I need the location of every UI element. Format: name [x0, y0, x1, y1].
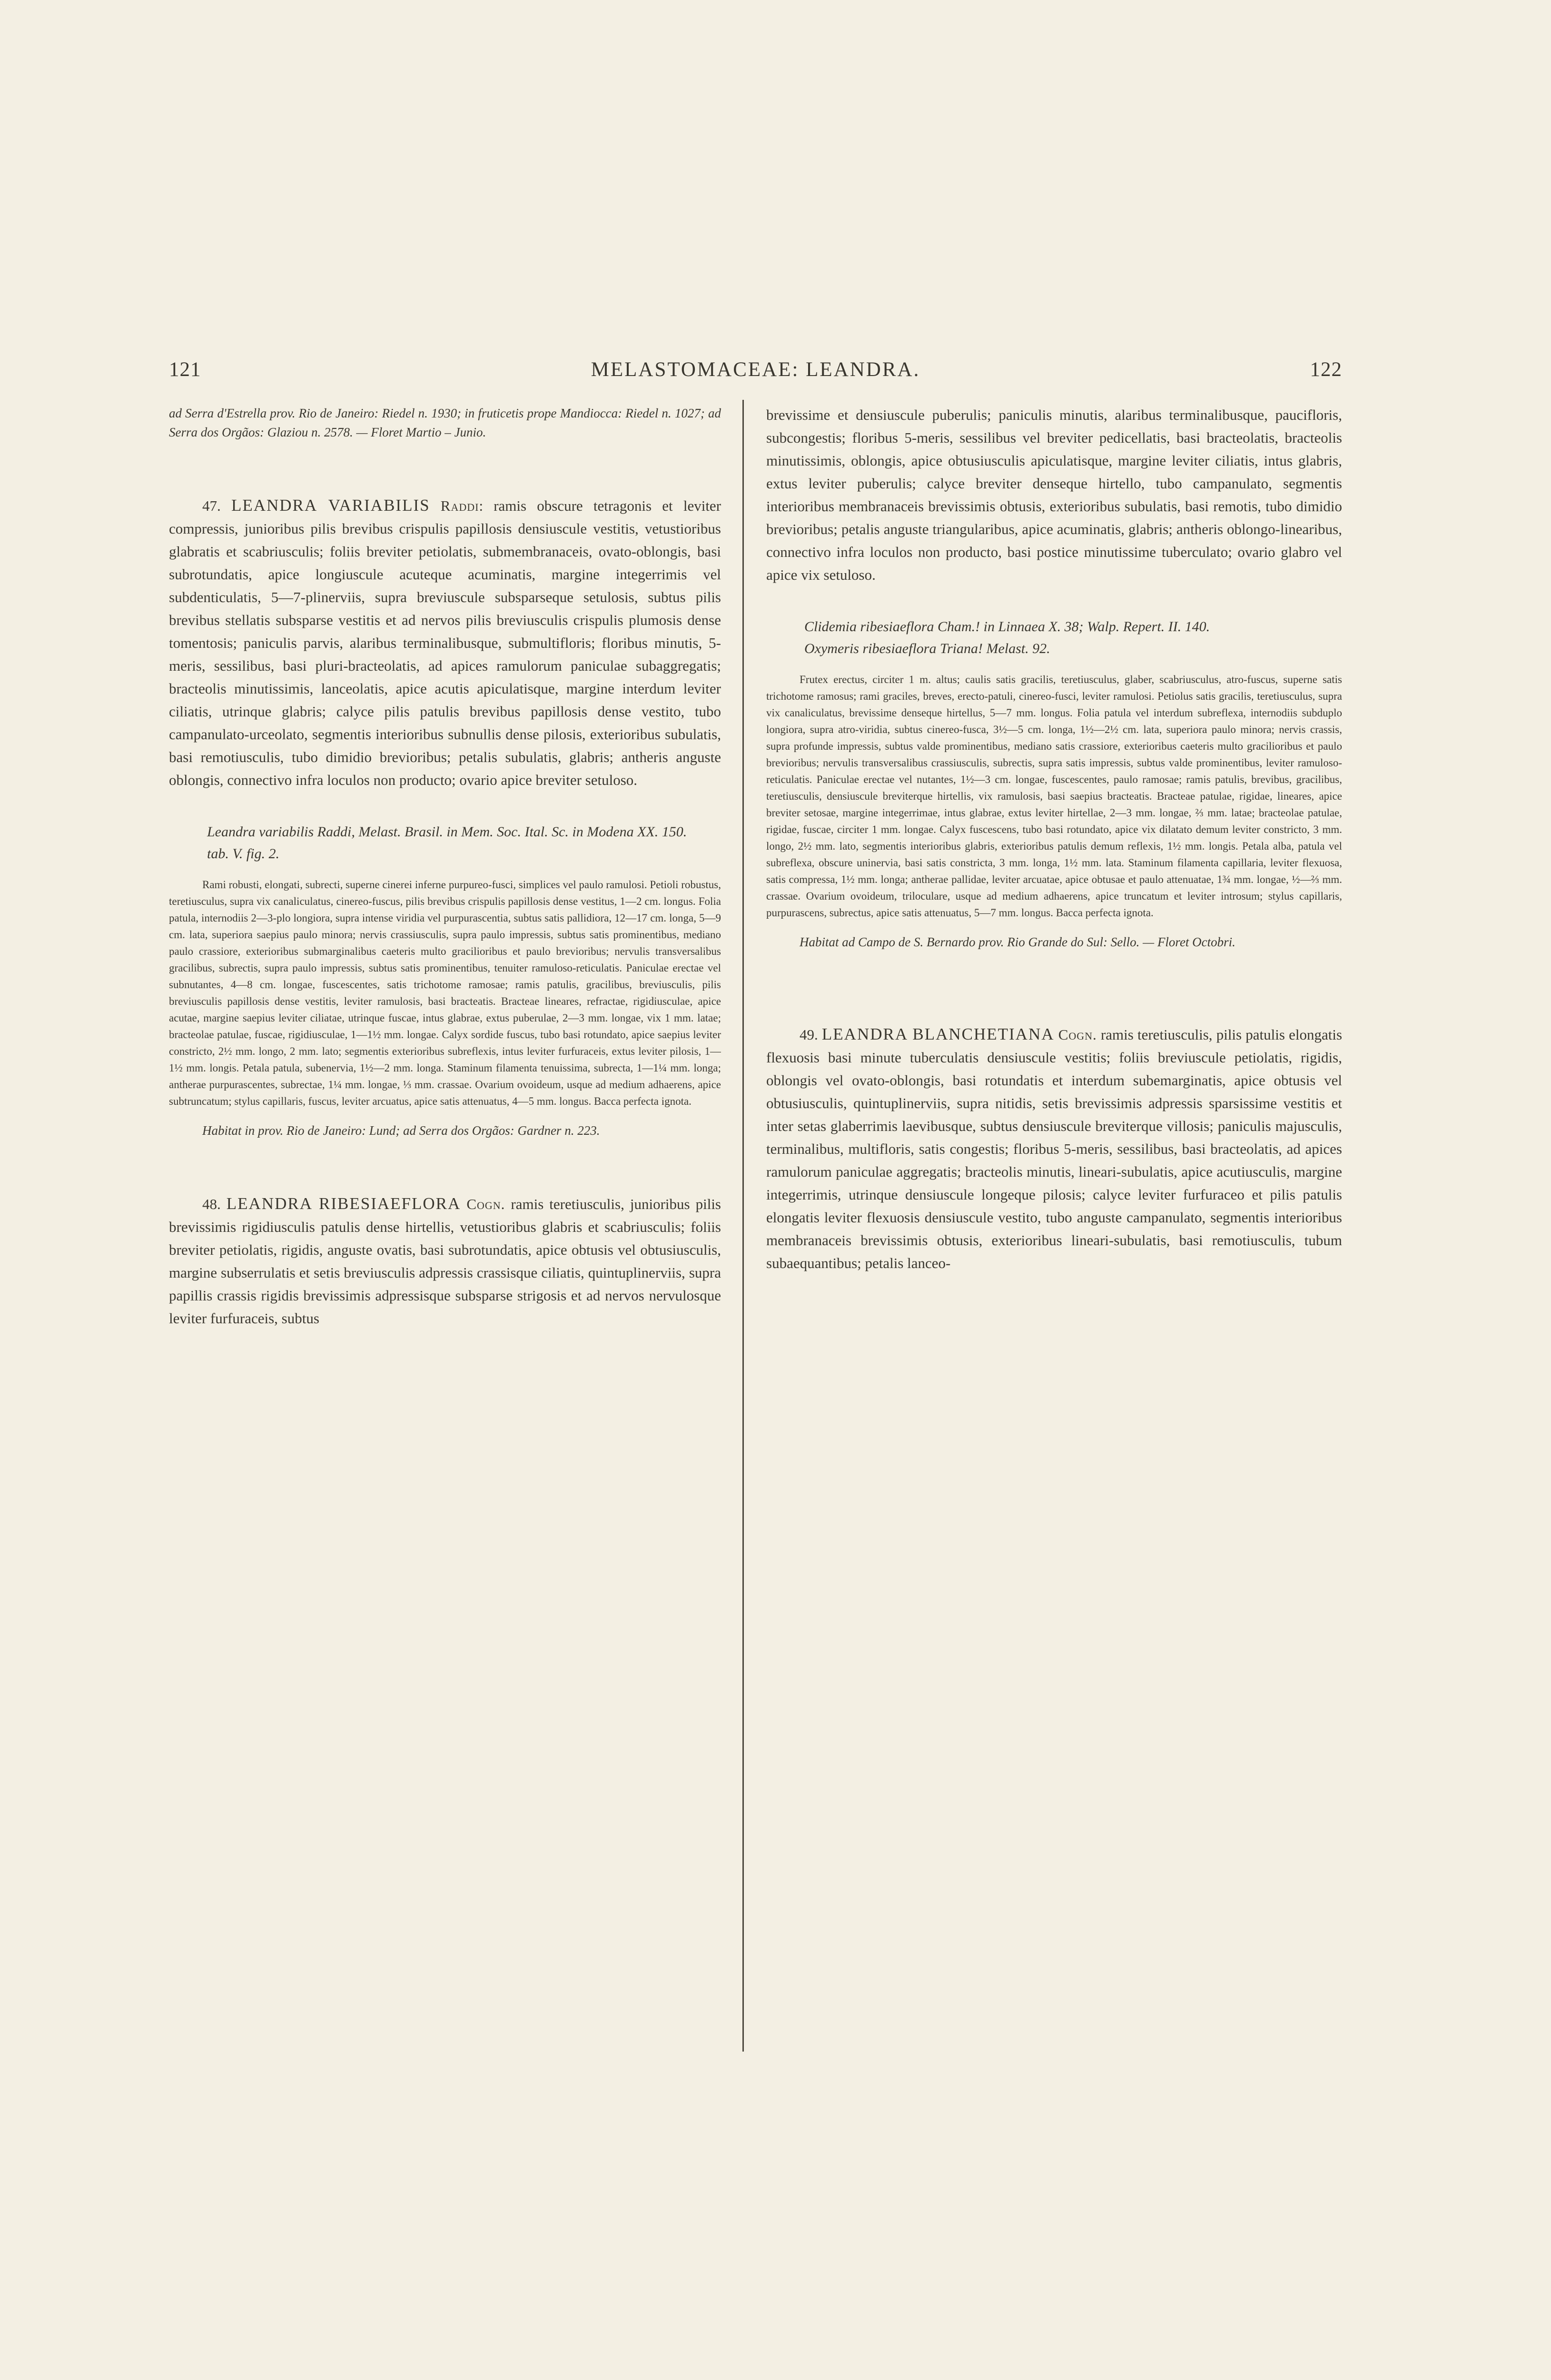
species-47-diagnosis-text: : ramis obscure tetragonis et leviter compressis, junioribus pilis brevibus crispulis papillosis densiuscule vestitis, vetustioribus glabratis et scabriusculis; foliis breviter petiolatis, submembranaceis, ovato-oblongis, basi subrotundatis, apice longiuscule acuteque acuminatis, margine integerrimis vel subdenticulatis, 5—7-plinerviis, supra breviuscule subsparseque setulosis, subtus pilis brevibus stellatis subsparse vestitis et ad nervos pilis breviusculis crispulis plumosis dense tomentosis; paniculis parvis, alaribus terminalibusque, submultifloris; floribus minutis, 5-meris, sessilibus, basi pluri-bracteolatis, ad apices ramulorum paniculae subaggregatis; bracteolis minutissimis, lanceolatis, apice acutis apiculatisque, margine interdum leviter ciliatis, utrinque glabris; calyce pilis patulis brevibus papillosis dense vestito, tubo campanulato-urceolato, segmentis interioribus subnullis dense pilosis, exterioribus subulatis, basi remotiusculis, tubo dimidio brevioribus; petalis subulatis, glabris; antheris anguste oblongis, connectivo infra loculos non producto; ovario apice breviter setuloso. [169, 497, 721, 788]
species-48-number: 48. [202, 1196, 221, 1212]
species-48-habitat: Habitat ad Campo de S. Bernardo prov. Rio Grande do Sul: Sello. — Floret Octobri. [800, 935, 1235, 949]
species-47-description: Rami robusti, elongati, subrecti, superne cinerei inferne purpureo-fusci, simplices vel paulo ramulosi. Petioli robustus, teretiusculus, supra vix canaliculatus, cinereo-fuscus, pilis brevibus crispulis papillosis dense vestitus, 1—2 cm. longus. Folia patula, internodiis 2—3-plo longiora, supra intense viridia vel purpurascentia, subtus satis pallidiora, 12—17 cm. longa, 5—9 cm. lata, superiora saepius paulo minora; nervis crassiusculis, supra paulo impressis, subtus satis prominentibus, mediano paulo crassiore, exterioribus submarginalibus caeteris multo gracilioribus et paulo brevioribus; nervulis transversalibus gracilibus, subrectis, supra paulo impressis, subtus satis prominentibus, tenuiter ramuloso-reticulatis. Paniculae erectae vel subnutantes, 4—8 cm. longae, fuscescentes, satis trichotome ramosae; ramis patulis, gracilibus, breviusculis, pilis breviusculis papillosis dense vestitis, leviter ramulosis, basi bracteatis. Bracteae lineares, refractae, rigidiusculae, apice acutae, margine saepius leviter ciliatae, utrinque fuscae, intus glabrae, extus puberulae, 2—3 mm. longae, vix 1 mm. latae; bracteolae patulae, fuscae, rigidiusculae, 1—1½ mm. longae. Calyx sordide fuscus, tubo basi rotundato, apice saepius leviter constricto, 2½ mm. longo, 2 mm. lato; segmentis exterioribus subreflexis, intus leviter furfuraceis, extus leviter pilosis, 1—1½ mm. longis. Petala patula, subenervia, 1½—2 mm. longa. Staminum filamenta tenuissima, subrecta, 1—1¼ mm. longa; antherae purpurascentes, subrectae, 1¼ mm. longae, ⅓ mm. crassae. Ovarium ovoideum, usque ad medium adhaerens, apice subtruncatum; stylus capillaris, fuscus, leviter arcuatus, apice satis attenuatus, 4—5 mm. longus. Bacca perfecta ignota. [169, 879, 721, 1107]
species-49-number: 49. [800, 1026, 818, 1043]
left-column [169, 404, 721, 2065]
page-number-left: 121 [169, 358, 201, 381]
page-header [169, 358, 1342, 387]
species-48-name: LEANDRA RIBESIAEFLORA [226, 1194, 461, 1213]
species-48-description: Frutex erectus, circiter 1 m. altus; caulis satis gracilis, teretiusculus, glaber, scabriusculus, atro-fuscus, superne satis trichotome ramosus; rami graciles, breves, erecto-patuli, cinereo-fusci, leviter ramulosi. Petiolus satis gracilis, teretiusculus, supra vix canaliculatus, brevissime denseque hirtellus, 5—7 mm. longus. Folia patula vel interdum subreflexa, internodiis subduplo longiora, supra atro-viridia, subtus cinereo-fusca, 3½—5 cm. longa, 1½—2½ cm. lata, superiora paulo minora; nervis crassis, supra profunde impressis, subtus valde prominentibus, mediano satis crassiore, exterioribus caeteris multo gracilioribus et paulo brevioribus; nervulis transversalibus crassiusculis, subrectis, supra satis impressis, subtus valde prominentibus, leviter ramuloso-reticulatis. Paniculae erectae vel nutantes, 1½—3 cm. longae, fuscescentes, paulo ramosae; ramis patulis, brevibus, gracilibus, teretiusculis, densiuscule breviterque hirtellis, vix ramulosis, basi saepius bracteatis. Bracteae patulae, rigidae, lineares, apice breviter setosae, margine integerrimae, intus glabrae, extus leviter hirtellae, 2—3 mm. longae, ⅔ mm. latae; bracteolae patulae, rigidae, fuscae, circiter 1 mm. longae. Calyx fuscescens, tubo basi rotundato, apice vix dilatato demum leviter constricto, 3 mm. longo, 2½ mm. lato, segmentis interioribus glabris, exterioribus patulis demum reflexis, 1½ mm. longis. Petala alba, patula vel subreflexa, obscure uninervia, basi satis constricta, 3 mm. longa, 1½ mm. lata. Staminum filamenta capillaria, leviter flexuosa, satis compressa, 1½ mm. longa; antherae pallidae, leviter arcuatae, apice obtusae et paulo attenuatae, 1¾ mm. longae, ½—⅔ mm. crassae. Ovarium ovoideum, triloculare, usque ad medium adhaerens, apice truncatum et leviter introsum; stylus capillaris, purpurascens, subrectus, apice satis attenuatus, 5—7 mm. longus. Bacca perfecta ignota. [766, 674, 1342, 919]
species-47-synonym: Leandra variabilis Raddi, Melast. Brasil. in Mem. Soc. Ital. Sc. in Modena XX. 150. tab. V. fig. 2. [207, 824, 687, 862]
species-48-diagnosis-continued: brevissime et densiuscule puberulis; paniculis minutis, alaribus terminalibusque, paucifloris, subcongestis; floribus 5-meris, sessilibus vel breviter pedicellatis, basi bracteolatis, bracteolis minutissimis, oblongis, apice obtusiusculis apiculatisque, margine leviter ciliatis, intus glabris, extus leviter puberulis; calyce breviter denseque hirtello, tubo campanulato, segmentis interioribus membranaceis brevissimis obtusis, exterioribus subulatis, basi remotis, tubo dimidio brevioribus; petalis anguste triangularibus, apice acuminatis, glabris; antheris oblongo-linearibus, connectivo infra loculos non producto, basi postice minutissime tuberculato; ovario glabro vel apice vix setuloso. [766, 407, 1342, 583]
running-title: MELASTOMACEAE: LEANDRA. [591, 358, 920, 381]
species-49-author: Cogn. [1058, 1026, 1097, 1043]
species-48-synonym-2: Oxymeris ribesiaeflora Triana! Melast. 92. [804, 641, 1050, 656]
species-48-author: Cogn. [466, 1196, 505, 1212]
species-47-habitat: Habitat in prov. Rio de Janeiro: Lund; ad Serra dos Orgãos: Gardner n. 223. [202, 1123, 600, 1138]
species-47-author: Raddi [440, 497, 479, 514]
species-47-diagnosis [169, 494, 721, 792]
species-48-diagnosis-text: ramis teretiusculis, junioribus pilis brevissimis rigidiusculis patulis dense hirtellis, vetustioribus glabris et scabriusculis; foliis breviter petiolatis, rigidis, anguste ovatis, basi subrotundatis, apice obtusis vel obtusiusculis, margine subserrulatis et setis breviusculis adpressis crassisque ciliatis, quintuplinerviis, supra papillis crassis rigidis brevissimis adpressisque subsparse strigosis et ad nervos nervulosque leviter furfuraceis, subtus [169, 1196, 721, 1327]
species-48-synonym-1: Clidemia ribesiaeflora Cham.! in Linnaea X. 38; Walp. Repert. II. 140. [804, 619, 1210, 635]
species-47-name: LEANDRA VARIABILIS [231, 496, 430, 515]
species-47-number: 47. [202, 497, 221, 514]
species-48-diagnosis [169, 1192, 721, 1330]
species-49-diagnosis-text: ramis teretiusculis, pilis patulis elongatis flexuosis basi minute tuberculatis densiuscule vestitis; foliis breviuscule petiolatis, rigidis, oblongis vel ovato-oblongis, basi rotundatis et interdum subemarginatis, apice obtusis vel obtusiusculis, quintuplinerviis, supra nitidis, setis brevissimis adpressis sparsissime vestitis et inter setas glaberrimis laevibusque, subtus densiuscule breviterque villosis; paniculis majusculis, terminalibus, multifloris, satis congestis; floribus 5-meris, sessilibus, basi bracteolatis, ad apices ramulorum paniculae aggregatis; bracteolis minutis, lineari-subulatis, apice acutiusculis, margine integerrimis, utrinque densiuscule longeque pilosis; calyce leviter furfuraceo et pilis patulis elongatis leviter flexuosis densiuscule vestito, tubo anguste campanulato, segmentis interioribus membranaceis brevissimis obtusis, exterioribus lineari-subulatis, basi remotiusculis, tubum subaequantibus; petalis lanceo- [766, 1026, 1342, 1271]
page-number-right: 122 [1310, 358, 1342, 381]
species-49-name: LEANDRA BLANCHETIANA [821, 1025, 1055, 1043]
species-49-diagnosis [766, 1023, 1342, 1275]
column-divider [742, 400, 744, 2052]
right-column [766, 404, 1342, 2065]
locality-continuation: ad Serra d'Estrella prov. Rio de Janeiro: Riedel n. 1930; in fruticetis prope Mandiocca: Riedel n. 1027; ad Serra dos Orgãos: Glaziou n. 2578. — Floret Martio – Junio. [169, 406, 721, 439]
